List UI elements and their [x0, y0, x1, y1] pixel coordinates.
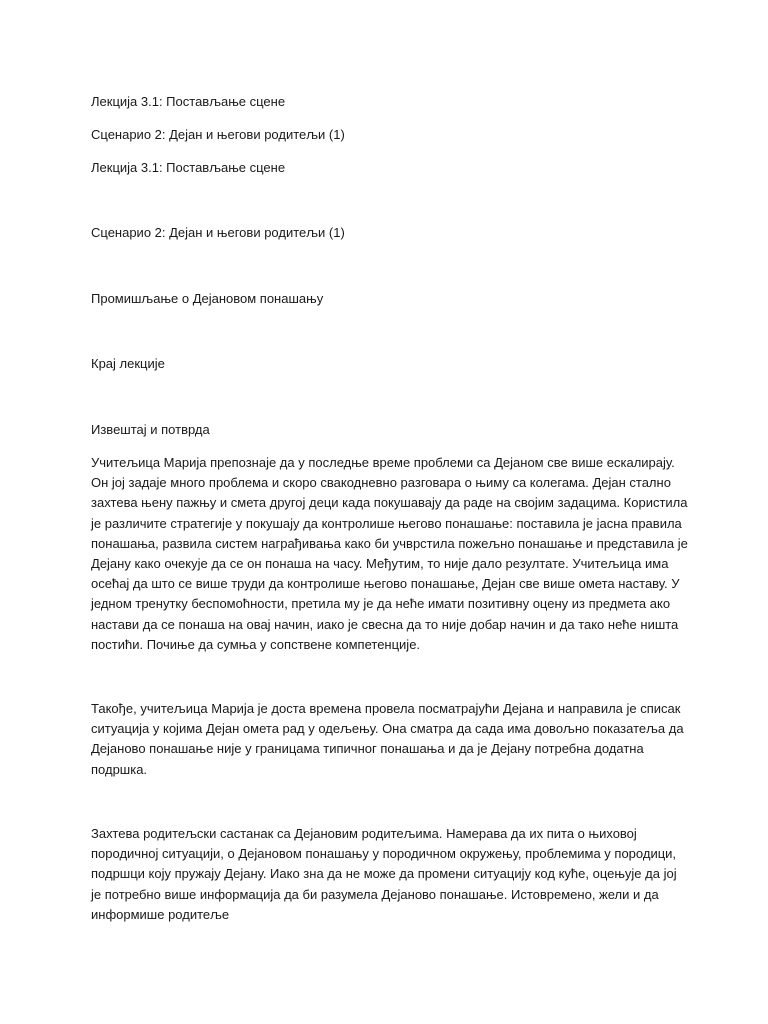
paragraph-line: захтева њену пажњу и смета другој деци када покушавају да раде на својим задацима. Користила	[91, 495, 688, 511]
paragraph-line: Учитељица Марија препознаје да у последње време проблеми са Дејаном све више ескалирају.	[91, 455, 675, 470]
paragraph-line: Он јој задаје много проблема и скоро свакодневно разговара о њиму са колегама. Дејан стално	[91, 475, 671, 491]
lesson-title: Лекција 3.1: Постављање сцене	[91, 94, 286, 109]
paragraph-line: Такође, учитељица Марија је доста времена провела посматрајући Дејана и направила је списак	[91, 701, 681, 716]
paragraph-line: подршка.	[91, 761, 148, 777]
paragraph-line: постићи. Почиње да сумња у сопствене компетенције.	[91, 636, 421, 652]
reflection-heading: Промишљање о Дејановом понашању	[91, 291, 324, 306]
paragraph-parent-meeting	[91, 824, 681, 925]
paragraph-line: је потребно више информација да би разумела Дејаново понашање. Истовремено, жели и да	[91, 886, 659, 902]
paragraph-line: је различите стратегије у покушају да контролише његово понашање: поставила је јасна правила	[91, 515, 682, 531]
paragraph-line: настави да се понаша на овај начин, иако је свесна да то није добар начин и да тако неће ништа	[91, 616, 679, 632]
paragraph-observation	[91, 699, 684, 780]
report-heading: Извештај и потврда	[91, 422, 210, 437]
paragraph-line: једном тренутку беспомоћности, претила му је да неће имати позитивну оцену из предмета ако	[91, 596, 671, 612]
lesson-title: Лекција 3.1: Постављање сцене	[91, 160, 286, 175]
paragraph-line: Дејаново понашање није у границама типичног понашања и да је Дејану потребна додатна	[91, 741, 644, 757]
paragraph-line: породичној ситуацији, о Дејановом понашању у породичном окружењу, проблемима у породици,	[91, 846, 677, 862]
scenario-title: Сценарио 2: Дејан и његови родитељи (1)	[91, 225, 345, 240]
paragraph-line: Захтева родитељски састанак са Дејановим родитељима. Намерава да их пита о њиховој	[91, 826, 637, 841]
paragraph-line: осећај да што се више труди да контролише његово понашање, Дејан све више омета наставу. У	[91, 576, 680, 592]
lesson-end-heading: Крај лекције	[91, 356, 165, 371]
scenario-title: Сценарио 2: Дејан и његови родитељи (1)	[91, 127, 345, 142]
paragraph-line: ситуација у којима Дејан омета рад у одељењу. Она сматра да сада има довољно показатеља да	[91, 721, 684, 737]
paragraph-line: понашања, развила систем награђивања како би учврстила пожељно понашање и представила је	[91, 535, 688, 551]
paragraph-line: информише родитеље	[91, 906, 230, 922]
paragraph-maria-problems	[91, 453, 688, 655]
paragraph-line: подршци коју пружају Дејану. Иако зна да не може да промени ситуацију код куће, оцењује да јој	[91, 866, 677, 882]
paragraph-line: Дејану како очекује да се он понаша на часу. Међутим, то није дало резултате. Учитељица има	[91, 556, 669, 572]
